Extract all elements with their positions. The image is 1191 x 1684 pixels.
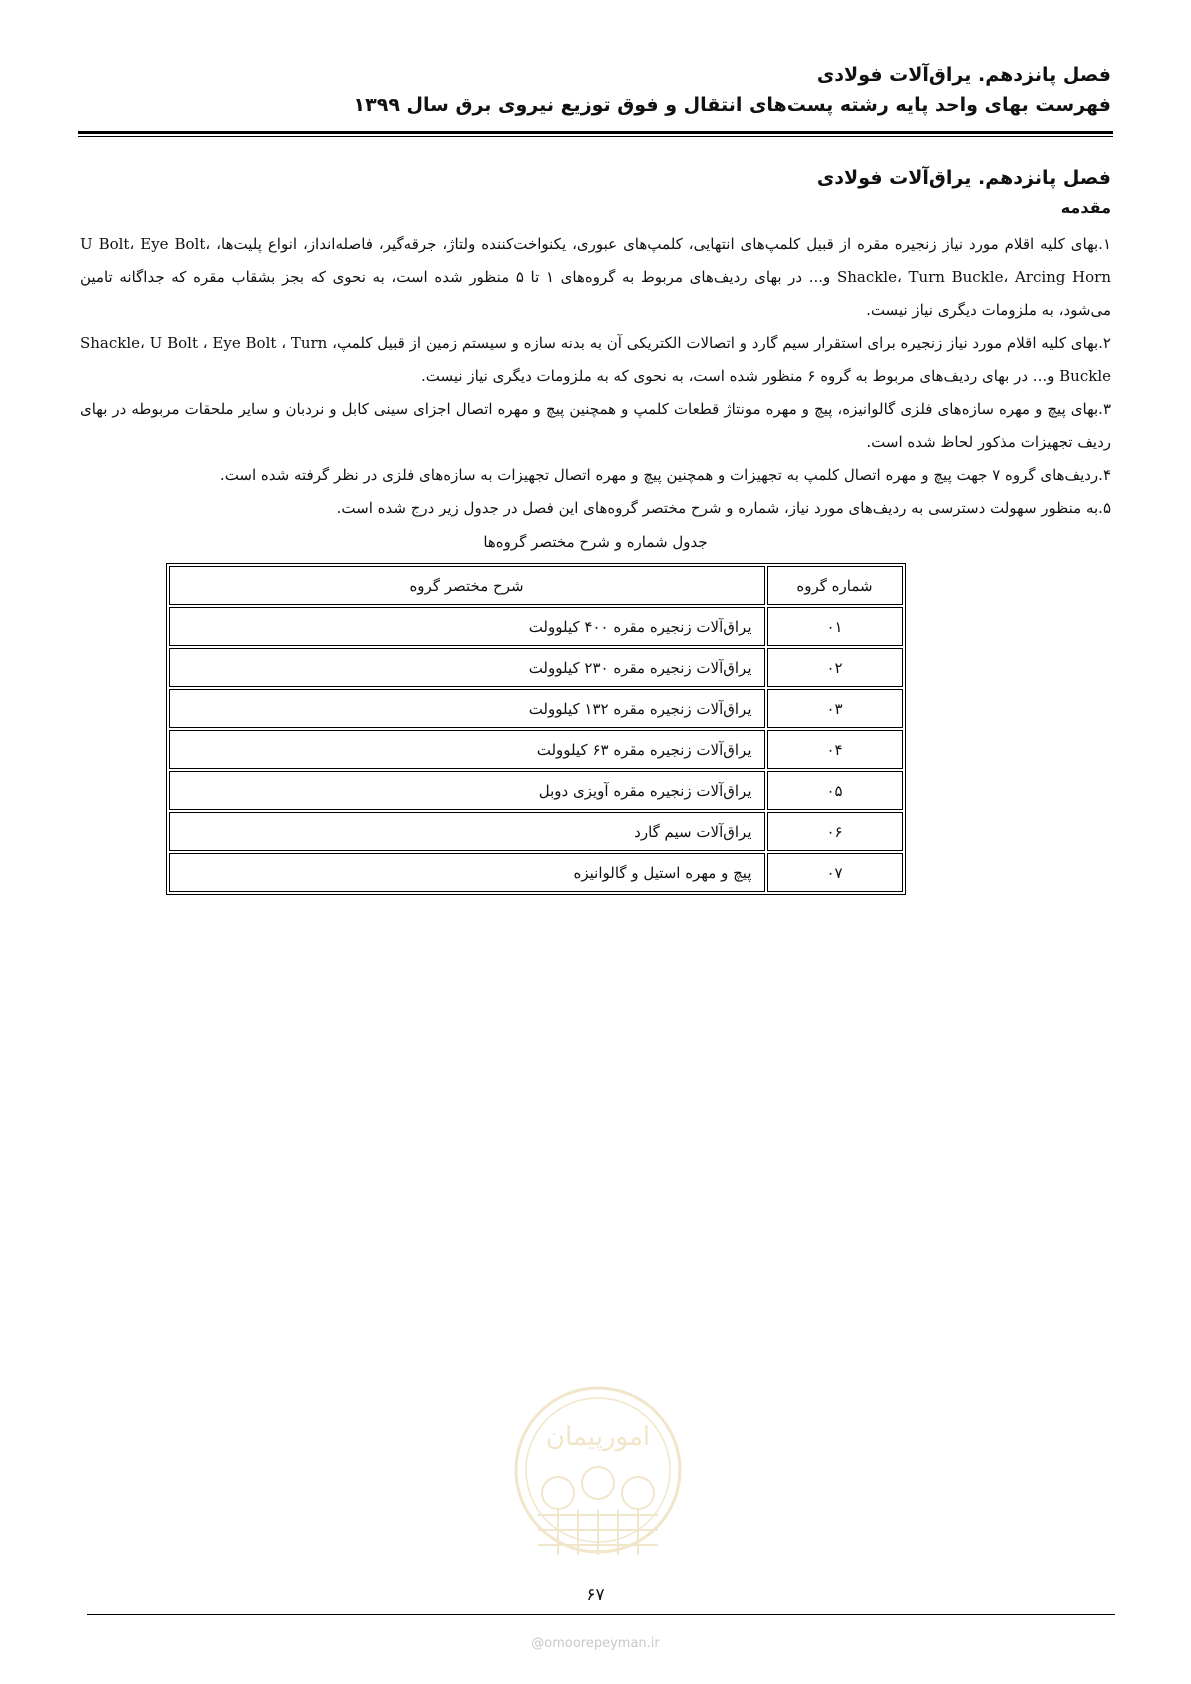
group-description-cell: یراق‌آلات سیم گارد xyxy=(169,812,765,851)
table-caption: جدول شماره و شرح مختصر گروه‌ها xyxy=(483,533,708,551)
paragraph-1: ۱.بهای کلیه اقلام مورد نیاز زنجیره مقره از قبیل کلمپ‌های انتهایی، کلمپ‌های عبوری، یکنواخت‌کننده ولتاژ، جرقه‌گیر، فاصله‌انداز، انواع پلیت‌ها، U Bolt، Eye Bolt، Shackle، Turn Buckle، Arcing Horn و... در بهای ردیف‌های مربوط به گروه‌های ۱ تا ۵ منظور شده است، به نحوی که بجز بشقاب مقره که جداگانه تامین می‌شود، به ملزومات دیگری نیاز نیست. xyxy=(80,235,1111,319)
paragraph-2: ۲.بهای کلیه اقلام مورد نیاز زنجیره برای استقرار سیم گارد و اتصالات الکتریکی آن به بدنه سازه و سیستم زمین از قبیل کلمپ، Shackle، U Bolt ، Eye Bolt ، Turn Buckle و... در بهای ردیف‌های مربوط به گروه ۶ منظور شده است، به نحوی که به ملزومات دیگری نیاز نیست. xyxy=(80,334,1111,385)
group-description-cell: یراق‌آلات زنجیره مقره ۱۳۲ کیلوولت xyxy=(169,689,765,728)
table-header-row xyxy=(169,566,903,605)
table-row xyxy=(169,771,903,810)
header-group-description: شرح مختصر گروه xyxy=(169,566,765,605)
group-description-cell: یراق‌آلات زنجیره مقره ۴۰۰ کیلوولت xyxy=(169,607,765,646)
group-description-cell: پیچ و مهره استیل و گالوانیزه xyxy=(169,853,765,892)
page-header xyxy=(80,60,1111,120)
paragraph-4: ۴.ردیف‌های گروه ۷ جهت پیچ و مهره اتصال کلمپ به تجهیزات و همچنین پیچ و مهره اتصال تجهیزات به سازه‌های فلزی در نظر گرفته شده است. xyxy=(219,466,1111,484)
group-description-cell: یراق‌آلات زنجیره مقره آویزی دوبل xyxy=(169,771,765,810)
header-document-title: فهرست بهای واحد پایه رشته پست‌های انتقال و فوق توزیع نیروی برق سال ۱۳۹۹ xyxy=(353,94,1111,116)
group-number-cell: ۰۵ xyxy=(767,771,903,810)
table-row xyxy=(169,730,903,769)
group-number-cell: ۰۲ xyxy=(767,648,903,687)
header-rule-thick xyxy=(78,131,1113,134)
page-number: ۶۷ xyxy=(586,1585,605,1605)
section-title: فصل پانزدهم. یراق‌آلات فولادی xyxy=(816,167,1111,189)
group-number-cell: ۰۷ xyxy=(767,853,903,892)
main-content xyxy=(80,162,1111,895)
group-number-cell: ۰۱ xyxy=(767,607,903,646)
website-watermark: @omoorepeyman.ir xyxy=(531,1636,660,1651)
watermark-text: امورپیمان xyxy=(545,1422,651,1452)
group-description-cell: یراق‌آلات زنجیره مقره ۲۳۰ کیلوولت xyxy=(169,648,765,687)
header-chapter-title: فصل پانزدهم. یراق‌آلات فولادی xyxy=(816,64,1111,86)
table-row xyxy=(169,607,903,646)
table-row xyxy=(169,689,903,728)
table-row xyxy=(169,648,903,687)
group-number-cell: ۰۶ xyxy=(767,812,903,851)
watermark-logo xyxy=(508,1375,688,1575)
group-number-cell: ۰۴ xyxy=(767,730,903,769)
footer-rule xyxy=(87,1614,1115,1615)
group-description-cell: یراق‌آلات زنجیره مقره ۶۳ کیلوولت xyxy=(169,730,765,769)
paragraph-5: ۵.به منظور سهولت دسترسی به ردیف‌های مورد نیاز، شماره و شرح مختصر گروه‌های این فصل در جدول زیر درج شده است. xyxy=(336,499,1111,517)
table-row xyxy=(169,812,903,851)
paragraph-3: ۳.بهای پیچ و مهره سازه‌های فلزی گالوانیزه، پیچ و مهره مونتاژ قطعات کلمپ و همچنین پیچ و مهره اتصال اجزای سینی کابل و نردبان و سایر ملحقات مربوطه در بهای ردیف تجهیزات مذکور لحاظ شده است. xyxy=(80,400,1111,451)
header-rule-thin xyxy=(78,136,1113,137)
table-row xyxy=(169,853,903,892)
intro-label: مقدمه xyxy=(1060,198,1111,217)
header-group-number: شماره گروه xyxy=(767,566,903,605)
groups-table xyxy=(166,563,906,895)
group-number-cell: ۰۳ xyxy=(767,689,903,728)
